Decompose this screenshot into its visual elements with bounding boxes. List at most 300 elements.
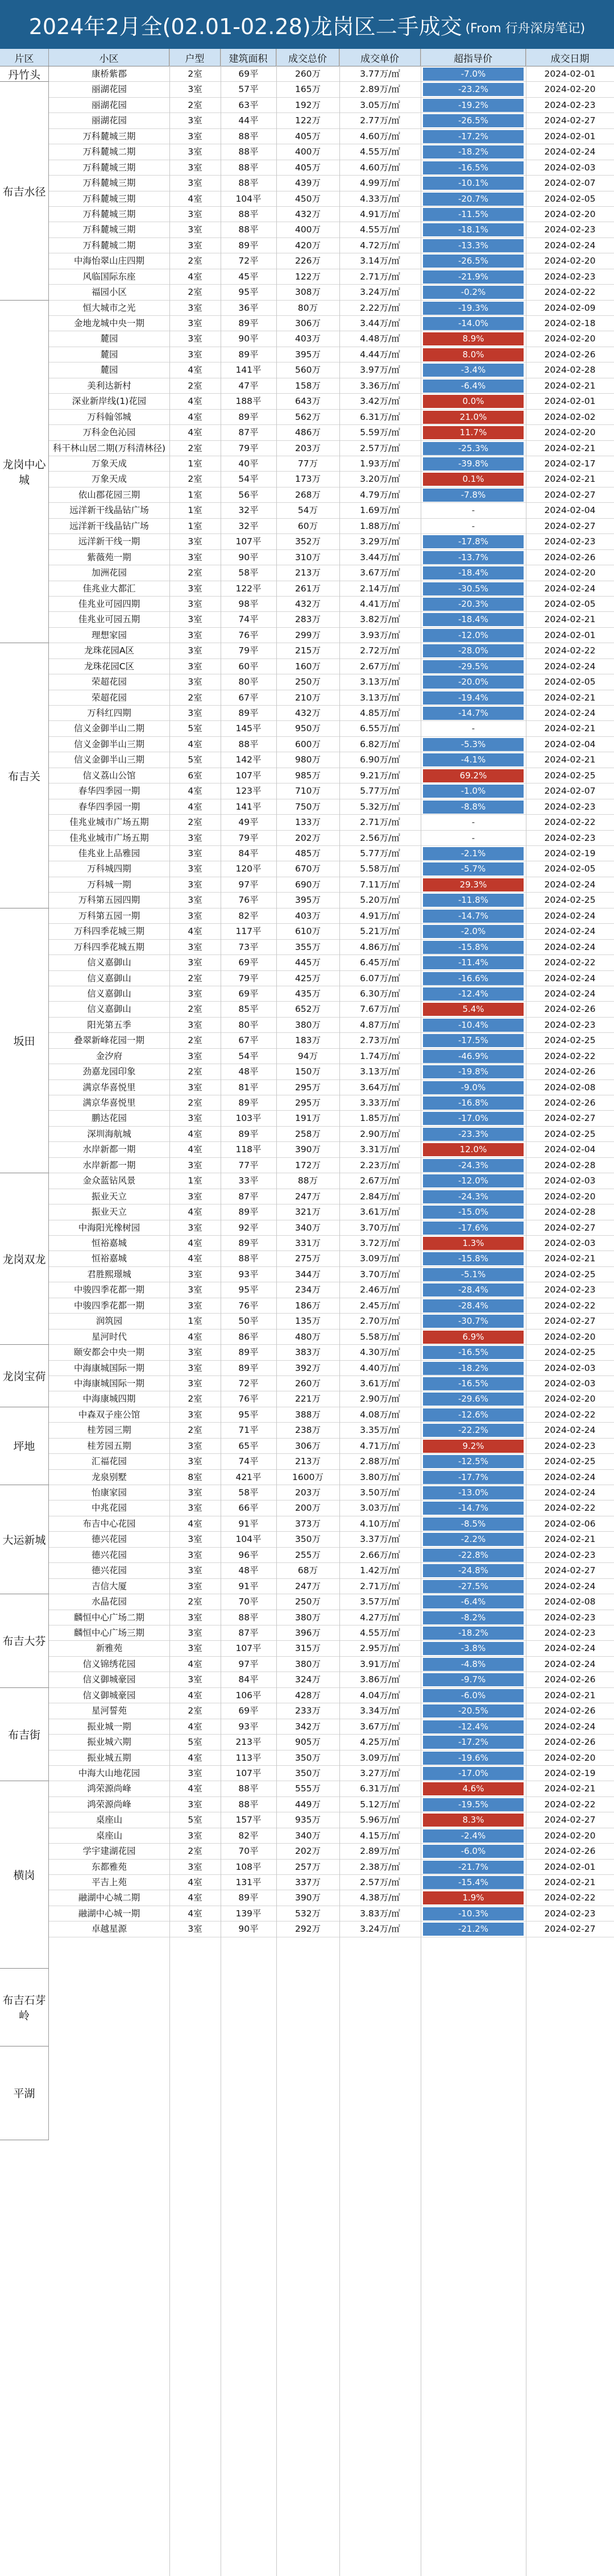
size-cell: 79平 (221, 971, 276, 986)
unit-price-cell: 2.23万/㎡ (339, 1158, 421, 1173)
over-guide-cell (421, 550, 526, 565)
community-cell: 丽湖花园 (49, 98, 169, 113)
room-type-cell: 3室 (169, 144, 221, 160)
over-guide-value: -13.7% (458, 552, 489, 562)
room-type-cell: 1室 (169, 1173, 221, 1189)
over-guide-value: -9.0% (460, 1082, 486, 1093)
community-cell: 信义御城豪园 (49, 1672, 169, 1687)
over-guide-cell (421, 861, 526, 877)
total-price-cell: 150万 (276, 1064, 339, 1079)
room-type-cell: 5室 (169, 721, 221, 736)
community-cell: 远洋新干线一期 (49, 534, 169, 549)
date-cell: 2024-02-05 (526, 191, 614, 207)
area-cell: 布吉大芬 (0, 1594, 49, 1688)
header-over-guide: 超指导价 (421, 49, 526, 66)
total-price-cell: 435万 (276, 986, 339, 1002)
over-guide-value: -23.3% (458, 1128, 489, 1139)
table-row (0, 1828, 614, 1844)
room-type-cell: 3室 (169, 940, 221, 955)
table-row (0, 721, 614, 736)
community-cell: 龙珠花园A区 (49, 643, 169, 658)
over-guide-cell (421, 160, 526, 176)
size-cell: 107平 (221, 1641, 276, 1656)
date-cell: 2024-02-27 (526, 1812, 614, 1828)
size-cell: 88平 (221, 1781, 276, 1796)
size-cell: 97平 (221, 877, 276, 893)
date-cell: 2024-02-25 (526, 1345, 614, 1360)
over-guide-value: -46.9% (458, 1051, 489, 1061)
over-guide-value: -5.1% (460, 1269, 486, 1279)
size-cell: 96平 (221, 1548, 276, 1563)
date-cell: 2024-02-27 (526, 487, 614, 503)
over-guide-value: -12.4% (458, 1721, 489, 1732)
total-price-cell: 420万 (276, 238, 339, 253)
community-cell: 万科第五园四期 (49, 893, 169, 908)
over-guide-cell (421, 410, 526, 425)
unit-price-cell: 3.24万/㎡ (339, 285, 421, 300)
unit-price-cell: 3.91万/㎡ (339, 1657, 421, 1672)
size-cell: 88平 (221, 129, 276, 144)
table-row (0, 1470, 614, 1485)
table-row (0, 1298, 614, 1314)
community-cell: 桌座山 (49, 1828, 169, 1844)
unit-price-cell: 2.71万/㎡ (339, 269, 421, 285)
over-guide-cell (421, 846, 526, 861)
over-guide-cell (421, 425, 526, 440)
size-cell: 70平 (221, 1844, 276, 1859)
room-type-cell: 4室 (169, 924, 221, 939)
room-type-cell: 4室 (169, 1750, 221, 1766)
community-cell: 麓园 (49, 331, 169, 347)
over-guide-value: -19.5% (458, 1799, 489, 1810)
over-guide-value: 5.4% (462, 1004, 484, 1015)
community-cell: 中海阳光橡树园 (49, 1220, 169, 1236)
total-price-cell: 392万 (276, 1361, 339, 1376)
room-type-cell: 8室 (169, 1470, 221, 1485)
unit-price-cell: 3.42万/㎡ (339, 394, 421, 409)
size-cell: 45平 (221, 269, 276, 285)
community-cell: 星河时代 (49, 1329, 169, 1345)
size-cell: 71平 (221, 1423, 276, 1438)
total-price-cell: 400万 (276, 222, 339, 237)
over-guide-cell (421, 98, 526, 113)
over-guide-cell (421, 1376, 526, 1391)
date-cell: 2024-02-01 (526, 1860, 614, 1875)
unit-price-cell: 5.21万/㎡ (339, 924, 421, 939)
table-row (0, 597, 614, 612)
size-cell: 89平 (221, 1345, 276, 1360)
table-row (0, 955, 614, 970)
over-guide-value: -12.0% (458, 630, 489, 640)
over-guide-cell (421, 253, 526, 269)
table-row (0, 441, 614, 456)
unit-price-cell: 3.35万/㎡ (339, 1423, 421, 1438)
unit-price-cell: 1.69万/㎡ (339, 503, 421, 518)
over-guide-cell (421, 1548, 526, 1563)
date-cell: 2024-02-27 (526, 1111, 614, 1126)
total-price-cell: 425万 (276, 971, 339, 986)
table-row (0, 1111, 614, 1126)
date-cell: 2024-02-23 (526, 1439, 614, 1454)
unit-price-cell: 3.83万/㎡ (339, 1906, 421, 1921)
table-row (0, 893, 614, 908)
total-price-cell: 342万 (276, 1719, 339, 1735)
unit-price-cell: 6.45万/㎡ (339, 955, 421, 970)
community-cell: 满京华喜悦里 (49, 1095, 169, 1111)
size-cell: 89平 (221, 1890, 276, 1906)
date-cell: 2024-02-24 (526, 1579, 614, 1594)
table-row (0, 113, 614, 128)
community-cell: 振业天立 (49, 1204, 169, 1220)
grid-line (276, 49, 277, 2576)
table-row (0, 1672, 614, 1687)
over-guide-cell (421, 1485, 526, 1500)
table-row (0, 550, 614, 565)
total-price-cell: 350万 (276, 1532, 339, 1547)
unit-price-cell: 2.84万/㎡ (339, 1189, 421, 1204)
table-row (0, 1688, 614, 1703)
community-cell: 佳兆业城市广场五期 (49, 831, 169, 846)
date-cell: 2024-02-03 (526, 160, 614, 176)
room-type-cell: 3室 (169, 612, 221, 627)
total-price-cell: 486万 (276, 425, 339, 440)
area-cell: 丹竹头 (0, 66, 49, 82)
over-guide-cell (421, 472, 526, 487)
over-guide-cell (421, 441, 526, 456)
over-guide-cell (421, 1423, 526, 1438)
date-cell: 2024-02-21 (526, 1875, 614, 1890)
room-type-cell: 1室 (169, 519, 221, 534)
over-guide-value: -26.5% (458, 115, 489, 126)
over-guide-cell (421, 1594, 526, 1610)
date-cell: 2024-02-23 (526, 1548, 614, 1563)
over-guide-value: -21.7% (458, 1861, 489, 1872)
over-guide-value: -5.7% (460, 864, 486, 874)
room-type-cell: 4室 (169, 1236, 221, 1251)
header-area: 片区 (0, 49, 49, 66)
room-type-cell: 1室 (169, 487, 221, 503)
community-cell: 中海康城四期 (49, 1391, 169, 1407)
over-guide-value: -16.6% (458, 973, 489, 983)
table-row (0, 1703, 614, 1719)
over-guide-cell (421, 1781, 526, 1796)
over-guide-value: -23.2% (458, 84, 489, 95)
room-type-cell: 3室 (169, 301, 221, 316)
size-cell: 87平 (221, 1189, 276, 1204)
community-cell: 融湖中心城一期 (49, 1906, 169, 1921)
date-cell: 2024-02-28 (526, 362, 614, 378)
total-price-cell: 203万 (276, 441, 339, 456)
over-guide-cell (421, 1860, 526, 1875)
over-guide-value: 69.2% (459, 770, 487, 781)
unit-price-cell: 3.50万/㎡ (339, 1485, 421, 1500)
community-cell: 布吉中心花园 (49, 1516, 169, 1532)
unit-price-cell: 3.05万/㎡ (339, 98, 421, 113)
total-price-cell: 226万 (276, 253, 339, 269)
unit-price-cell: 3.70万/㎡ (339, 1267, 421, 1282)
size-cell: 58平 (221, 1485, 276, 1500)
community-cell: 佳兆业城市广场五期 (49, 815, 169, 830)
over-guide-cell (421, 1049, 526, 1064)
over-guide-cell (421, 752, 526, 768)
community-cell: 振业天立 (49, 1189, 169, 1204)
table-row (0, 1158, 614, 1173)
room-type-cell: 3室 (169, 861, 221, 877)
unit-price-cell: 4.30万/㎡ (339, 1345, 421, 1360)
date-cell: 2024-02-21 (526, 752, 614, 768)
unit-price-cell: 3.57万/㎡ (339, 1594, 421, 1610)
unit-price-cell: 4.10万/㎡ (339, 1516, 421, 1532)
over-guide-cell (421, 1064, 526, 1079)
size-cell: 32平 (221, 519, 276, 534)
unit-price-cell: 4.99万/㎡ (339, 176, 421, 191)
table-row (0, 487, 614, 503)
size-cell: 104平 (221, 191, 276, 207)
table-row (0, 1500, 614, 1516)
over-guide-value: -21.9% (458, 271, 489, 282)
community-cell: 德兴花园 (49, 1532, 169, 1547)
table-row (0, 176, 614, 191)
date-cell: 2024-02-22 (526, 285, 614, 300)
table-row (0, 1251, 614, 1266)
date-cell: 2024-02-19 (526, 846, 614, 861)
date-cell: 2024-02-09 (526, 301, 614, 316)
over-guide-cell (421, 908, 526, 924)
total-price-cell: 308万 (276, 285, 339, 300)
date-cell: 2024-02-03 (526, 1361, 614, 1376)
unit-price-cell: 6.30万/㎡ (339, 986, 421, 1002)
unit-price-cell: 4.60万/㎡ (339, 160, 421, 176)
over-guide-value: -14.7% (458, 910, 489, 921)
over-guide-cell (421, 176, 526, 191)
over-guide-value: -6.0% (460, 1846, 486, 1857)
size-cell: 421平 (221, 1470, 276, 1485)
over-guide-cell (421, 394, 526, 409)
community-cell: 麓园 (49, 347, 169, 362)
date-cell: 2024-02-28 (526, 1204, 614, 1220)
community-cell: 鸿荣源尚峰 (49, 1781, 169, 1796)
table-row (0, 1766, 614, 1781)
date-cell: 2024-02-24 (526, 1485, 614, 1500)
size-cell: 89平 (221, 410, 276, 425)
table-row (0, 1220, 614, 1236)
size-cell: 36平 (221, 301, 276, 316)
page-subtitle: (From 行舟深房笔记) (465, 21, 586, 36)
total-price-cell: 250万 (276, 1594, 339, 1610)
over-guide-cell (421, 1439, 526, 1454)
total-price-cell: 532万 (276, 1906, 339, 1921)
unit-price-cell: 3.44万/㎡ (339, 316, 421, 331)
size-cell: 73平 (221, 940, 276, 955)
room-type-cell: 2室 (169, 1033, 221, 1048)
size-cell: 113平 (221, 1750, 276, 1766)
size-cell: 88平 (221, 1251, 276, 1266)
date-cell: 2024-02-27 (526, 113, 614, 128)
table-row (0, 1018, 614, 1033)
over-guide-cell (421, 503, 526, 518)
community-cell: 中海大山地花园 (49, 1766, 169, 1781)
room-type-cell: 3室 (169, 1766, 221, 1781)
community-cell: 信义锦绣花园 (49, 1657, 169, 1672)
table-row (0, 331, 614, 347)
table-row (0, 1095, 614, 1111)
community-cell: 融湖中心城二期 (49, 1890, 169, 1906)
over-guide-value: -12.4% (458, 988, 489, 999)
over-guide-cell (421, 924, 526, 939)
date-cell: 2024-02-24 (526, 659, 614, 674)
unit-price-cell: 2.90万/㎡ (339, 1391, 421, 1407)
table-row (0, 1127, 614, 1142)
community-cell: 振业城一期 (49, 1719, 169, 1735)
table-row (0, 815, 614, 830)
community-cell: 丽湖花园 (49, 82, 169, 97)
table-row (0, 706, 614, 721)
total-price-cell: 299万 (276, 628, 339, 643)
size-cell: 107平 (221, 768, 276, 783)
table-row (0, 425, 614, 440)
over-guide-cell (421, 674, 526, 690)
total-price-cell: 203万 (276, 1485, 339, 1500)
total-price-cell: 183万 (276, 1033, 339, 1048)
total-price-cell: 445万 (276, 955, 339, 970)
over-guide-value: -16.5% (458, 162, 489, 173)
table-row (0, 98, 614, 113)
total-price-cell: 405万 (276, 160, 339, 176)
table-row (0, 456, 614, 472)
total-price-cell: 268万 (276, 487, 339, 503)
unit-price-cell: 6.31万/㎡ (339, 1781, 421, 1796)
date-cell: 2024-02-01 (526, 66, 614, 82)
over-guide-value: 8.3% (462, 1815, 484, 1825)
over-guide-value: -1.0% (460, 786, 486, 797)
date-cell: 2024-02-26 (526, 1703, 614, 1719)
size-cell: 79平 (221, 643, 276, 658)
over-guide-value: -39.8% (458, 458, 489, 469)
over-guide-value: -28.4% (458, 1285, 489, 1295)
room-type-cell: 3室 (169, 1282, 221, 1298)
title-bar (0, 0, 614, 49)
date-cell: 2024-02-20 (526, 1391, 614, 1407)
room-type-cell: 2室 (169, 1423, 221, 1438)
date-cell: 2024-02-21 (526, 1251, 614, 1266)
size-cell: 47平 (221, 378, 276, 394)
date-cell: 2024-02-27 (526, 1921, 614, 1937)
over-guide-cell (421, 66, 526, 82)
date-cell: 2024-02-22 (526, 955, 614, 970)
over-guide-value: -17.0% (458, 1768, 489, 1778)
over-guide-cell (421, 1220, 526, 1236)
total-price-cell: 60万 (276, 519, 339, 534)
community-cell: 龙珠花园C区 (49, 659, 169, 674)
over-guide-cell (421, 643, 526, 658)
size-cell: 80平 (221, 1018, 276, 1033)
over-guide-cell (421, 1703, 526, 1719)
size-cell: 92平 (221, 1220, 276, 1236)
community-cell: 佳兆业可园四期 (49, 597, 169, 612)
unit-price-cell: 3.09万/㎡ (339, 1251, 421, 1266)
over-guide-cell (421, 1516, 526, 1532)
community-cell: 万科麓城二期 (49, 238, 169, 253)
size-cell: 98平 (221, 597, 276, 612)
community-cell: 加洲花园 (49, 565, 169, 581)
size-cell: 118平 (221, 1142, 276, 1157)
date-cell: 2024-02-21 (526, 1532, 614, 1547)
size-cell: 76平 (221, 1391, 276, 1407)
over-guide-value: -13.0% (458, 1487, 489, 1498)
area-cell: 大运新城 (0, 1485, 49, 1594)
over-guide-value: -17.2% (458, 1737, 489, 1748)
total-price-cell: 485万 (276, 846, 339, 861)
size-cell: 139平 (221, 1906, 276, 1921)
header-date: 成交日期 (550, 53, 590, 65)
table-row (0, 378, 614, 394)
community-cell: 恒裕嘉城 (49, 1236, 169, 1251)
room-type-cell: 3室 (169, 846, 221, 861)
over-guide-cell (421, 1657, 526, 1672)
community-cell: 万科四季花城五期 (49, 940, 169, 955)
date-cell: 2024-02-22 (526, 1797, 614, 1812)
unit-price-cell: 2.89万/㎡ (339, 82, 421, 97)
date-cell: 2024-02-20 (526, 253, 614, 269)
total-price-cell: 950万 (276, 721, 339, 736)
over-guide-value: -8.8% (460, 801, 486, 812)
over-guide-cell (421, 877, 526, 893)
total-price-cell: 380万 (276, 1657, 339, 1672)
total-price-cell: 562万 (276, 410, 339, 425)
table-row (0, 690, 614, 706)
over-guide-cell (421, 783, 526, 799)
room-type-cell: 1室 (169, 503, 221, 518)
total-price-cell: 405万 (276, 129, 339, 144)
room-type-cell: 3室 (169, 659, 221, 674)
room-type-cell: 3室 (169, 1111, 221, 1126)
table-row (0, 1844, 614, 1859)
community-cell: 中骏四季花都一期 (49, 1298, 169, 1314)
community-cell: 颐安都会中央一期 (49, 1345, 169, 1360)
over-guide-value: 0.1% (462, 474, 484, 485)
size-cell: 88平 (221, 1610, 276, 1625)
date-cell: 2024-02-01 (526, 394, 614, 409)
size-cell: 77平 (221, 1158, 276, 1173)
table-row (0, 362, 614, 378)
over-guide-value: -14.0% (458, 318, 489, 329)
community-cell: 万科四季花城三期 (49, 924, 169, 939)
room-type-cell: 3室 (169, 1454, 221, 1469)
header-unit-price: 成交单价 (339, 49, 421, 66)
date-cell: 2024-02-23 (526, 98, 614, 113)
community-cell: 劲嘉龙园印象 (49, 1064, 169, 1079)
community-cell: 星河誓苑 (49, 1703, 169, 1719)
area-cell: 平湖 (0, 2046, 49, 2140)
total-price-cell: 165万 (276, 82, 339, 97)
community-cell: 信义嘉御山 (49, 971, 169, 986)
room-type-cell: 3室 (169, 1407, 221, 1423)
over-guide-value: -6.4% (460, 1597, 486, 1607)
community-cell: 平吉上苑 (49, 1875, 169, 1890)
size-cell: 145平 (221, 721, 276, 736)
page-title: 2024年2月全(02.01-02.28)龙岗区二手成交 (28, 14, 462, 39)
total-price-cell: 292万 (276, 1921, 339, 1937)
table-row (0, 1173, 614, 1189)
size-cell: 40平 (221, 456, 276, 472)
table-row (0, 1657, 614, 1672)
total-price-cell: 295万 (276, 1080, 339, 1095)
total-price-cell: 432万 (276, 207, 339, 222)
size-cell: 141平 (221, 362, 276, 378)
community-cell: 满京华喜悦里 (49, 1080, 169, 1095)
size-cell: 95平 (221, 1407, 276, 1423)
room-type-cell: 3室 (169, 82, 221, 97)
